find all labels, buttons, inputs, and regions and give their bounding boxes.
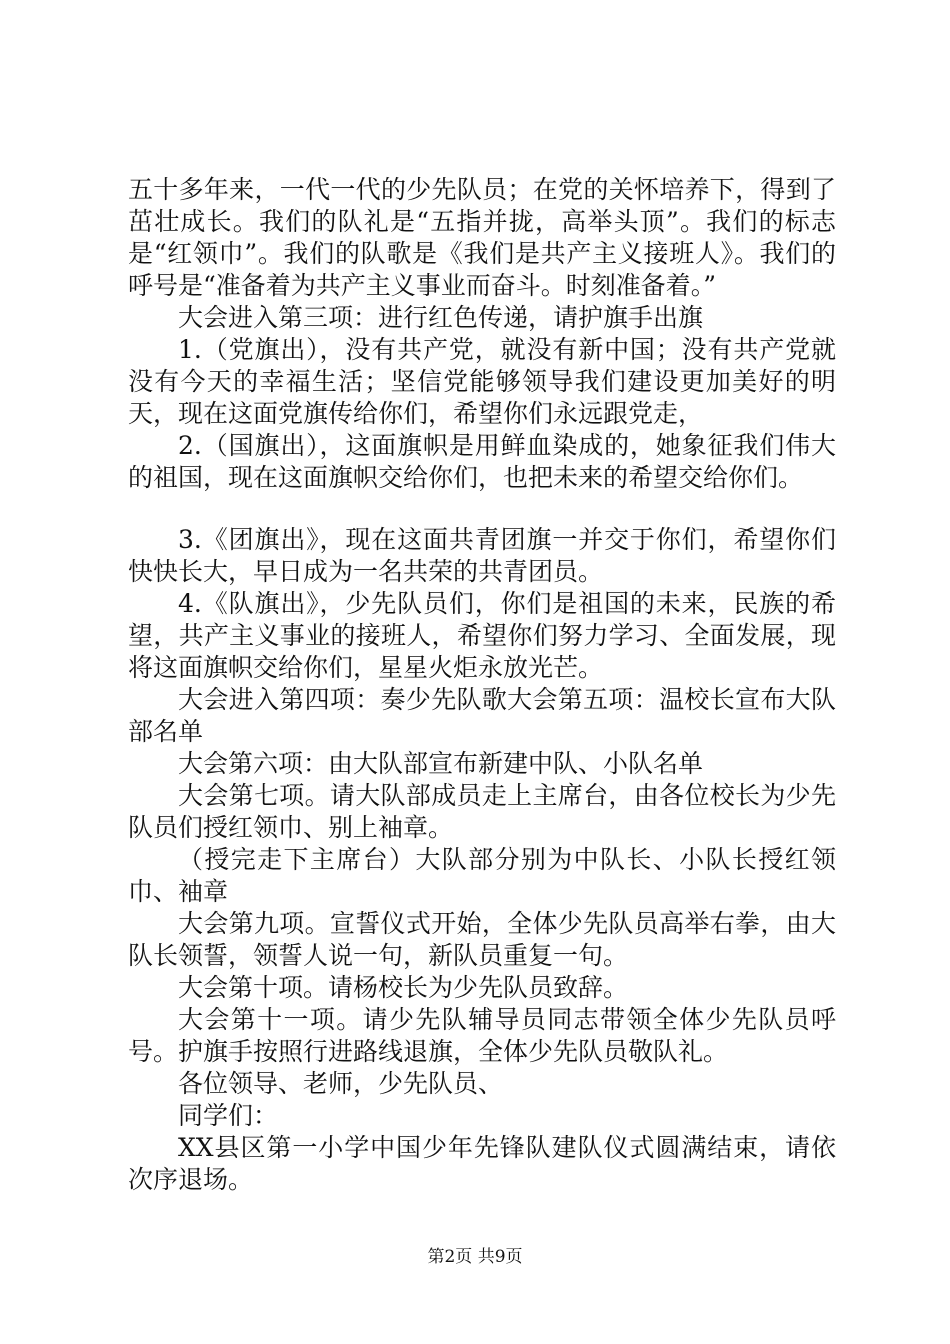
document-body bbox=[128, 174, 836, 1196]
paragraph-16: XX县区第一小学中国少年先锋队建队仪式圆满结束，请依次序退场。 bbox=[128, 1133, 836, 1194]
paragraph-1: 五十多年来，一代一代的少先队员；在党的关怀培养下，得到了茁壮成长。我们的队礼是“五指并拢，高举头顶”。我们的标志是“红领巾”。我们的队歌是《我们是共产主义接班人》。我们的呼号是“准备着为共产主义事业而奋斗。时刻准备着。” bbox=[128, 175, 836, 300]
paragraph-8: 大会第六项：由大队部宣布新建中队、小队名单 bbox=[178, 749, 704, 778]
paragraph-5: 3.《团旗出》，现在这面共青团旗一并交于你们，希望你们快快长大，早日成为一名共荣的共青团员。 bbox=[128, 525, 836, 586]
paragraph-6: 4.《队旗出》，少先队员们，你们是祖国的未来，民族的希望，共产主义事业的接班人，希望你们努力学习、全面发展，现将这面旗帜交给你们，星星火炬永放光芒。 bbox=[128, 589, 836, 682]
paragraph-3: 1.（党旗出），没有共产党，就没有新中国；没有共产党就没有今天的幸福生活；坚信党能够领导我们建设更加美好的明天，现在这面党旗传给你们，希望你们永远跟党走， bbox=[128, 335, 836, 428]
paragraph-2: 大会进入第三项：进行红色传递，请护旗手出旗 bbox=[178, 303, 704, 332]
paragraph-14: 各位领导、老师，少先队员、 bbox=[178, 1069, 504, 1098]
paragraph-7: 大会进入第四项：奏少先队歌大会第五项：温校长宣布大队部名单 bbox=[128, 685, 836, 746]
paragraph-11: 大会第九项。宣誓仪式开始，全体少先队员高举右拳，由大队长领誓，领誓人说一句，新队员重复一句。 bbox=[128, 909, 836, 970]
page-number-footer: 第2页 共9页 bbox=[427, 1247, 523, 1267]
paragraph-4: 2.（国旗出），这面旗帜是用鲜血染成的，她象征我们伟大的祖国，现在这面旗帜交给你们，也把未来的希望交给你们。 bbox=[128, 431, 836, 492]
paragraph-12: 大会第十项。请杨校长为少先队员致辞。 bbox=[178, 973, 629, 1002]
paragraph-9: 大会第七项。请大队部成员走上主席台，由各位校长为少先队员们授红领巾、别上袖章。 bbox=[128, 781, 836, 842]
paragraph-10: （授完走下主席台）大队部分别为中队长、小队长授红领巾、袖章 bbox=[128, 845, 836, 906]
paragraph-15: 同学们： bbox=[178, 1101, 279, 1130]
paragraph-13: 大会第十一项。请少先队辅导员同志带领全体少先队员呼号。护旗手按照行进路线退旗，全体少先队员敬队礼。 bbox=[128, 1005, 836, 1066]
